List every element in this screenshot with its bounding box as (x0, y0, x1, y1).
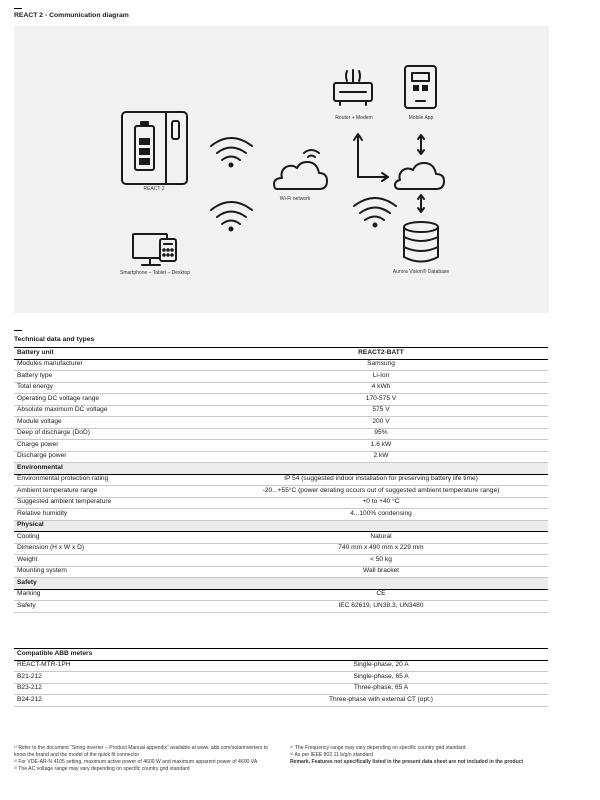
footnote: ⁴⁾ The Frequency range may vary depending on specific country grid standard (290, 745, 466, 751)
group-title: Environmental (14, 463, 548, 475)
router-to-cloud-arrow (354, 134, 388, 181)
database-icon (404, 222, 438, 262)
table-header-row (14, 649, 548, 661)
row-value: Samsung (214, 359, 548, 371)
table-header-row (14, 348, 548, 360)
row-value: 575 V (214, 405, 548, 417)
row-label: Module voltage (14, 417, 214, 429)
wifi-network-cloud-icon (274, 150, 327, 189)
row-label: Charge power (14, 440, 214, 452)
row-label: Total energy (14, 382, 214, 394)
desktop-computer-icon (133, 234, 176, 265)
wifi-icon-cloud (354, 198, 396, 227)
row-value: +0 to +40 °C (214, 497, 548, 509)
table-row (14, 382, 548, 394)
row-value: < 50 kg (214, 555, 548, 567)
row-value: CE (214, 589, 548, 601)
table-row (14, 405, 548, 417)
router-modem-icon (334, 70, 372, 105)
row-value: Three-phase, 65 A (214, 683, 548, 695)
footnote: ⁵⁾ As per IEEE 802.11 b/g/n standard (290, 752, 373, 758)
row-label: Deep of discharge (DoD) (14, 428, 214, 440)
meters-table (14, 648, 548, 707)
mobile-phone-icon (405, 66, 436, 108)
wifi-network-label: Wi-Fi network (279, 196, 311, 202)
table-row (14, 683, 548, 695)
table-row (14, 555, 548, 567)
remark: Remark. Features not specifically listed in the present data sheet are not included in the product (290, 759, 524, 765)
row-value: Single-phase, 65 A (214, 672, 548, 684)
router-label: Router + Modem (335, 115, 373, 121)
row-value: Li-Ion (214, 371, 548, 383)
group-title: Physical (14, 520, 548, 532)
table-row (14, 589, 548, 601)
table-row (14, 451, 548, 463)
row-label: Relative humidity (14, 509, 214, 521)
group-title: Safety (14, 578, 548, 590)
row-label: Cooling (14, 532, 214, 544)
footnote: ²⁾ For VDE-AR-N 4105 setting, maximum active power of 4600 W and maximum apparent power of 4600 VA (14, 759, 258, 765)
table-row (14, 359, 548, 371)
row-label: Discharge power (14, 451, 214, 463)
row-label: Ambient temperature range (14, 486, 214, 498)
table-row (14, 428, 548, 440)
row-label: Suggested ambient temperature (14, 497, 214, 509)
row-label: REACT-MTR-1PH (14, 660, 214, 672)
row-value: Single-phase, 20 A (214, 660, 548, 672)
table-row (14, 601, 548, 613)
table-row (14, 672, 548, 684)
row-label: Battery type (14, 371, 214, 383)
row-label: Mounting system (14, 566, 214, 578)
row-label: Environmental protection rating (14, 474, 214, 486)
table-row (14, 486, 548, 498)
communication-diagram (14, 26, 549, 313)
row-value: 200 V (214, 417, 548, 429)
header-label: Battery unit (14, 348, 214, 360)
row-value: Three-phase with external CT (opt.) (214, 695, 548, 707)
wifi-icon-devices (211, 202, 252, 231)
row-value: 170-575 V (214, 394, 548, 406)
row-value: 740 mm x 490 mm x 229 mm (214, 543, 548, 555)
react2-unit-icon (122, 112, 187, 184)
table-row (14, 497, 548, 509)
devices-label: Smartphone – Tablet – Desktop (120, 270, 190, 276)
row-value: 95% (214, 428, 548, 440)
footnote: ³⁾ The AC voltage range may vary depending on specific country grid standard (14, 766, 190, 772)
database-label: Aurora Vision® Database (392, 269, 450, 275)
table-row (14, 394, 548, 406)
row-label: B21-212 (14, 672, 214, 684)
row-value: 1.6 kW (214, 440, 548, 452)
row-label: Modules manufacturer (14, 359, 214, 371)
section-rule (14, 330, 22, 331)
row-label: Dimension (H x W x D) (14, 543, 214, 555)
mobile-to-cloud-arrow (418, 135, 424, 154)
group-header-environmental (14, 463, 548, 475)
wifi-icon-react (211, 138, 252, 167)
diagram-section-title: REACT 2 - Communication diagram (14, 12, 129, 19)
group-header-safety (14, 578, 548, 590)
group-header-physical (14, 520, 548, 532)
tech-section-title: Technical data and types (14, 336, 95, 343)
row-label: B23-212 (14, 683, 214, 695)
row-label: Safety (14, 601, 214, 613)
battery-spec-table (14, 347, 548, 613)
cloud-server-icon (395, 163, 444, 189)
row-label: B24-212 (14, 695, 214, 707)
table-row (14, 660, 548, 672)
table-row (14, 543, 548, 555)
table-row (14, 566, 548, 578)
table-row (14, 417, 548, 429)
table-row (14, 440, 548, 452)
row-label: Weight (14, 555, 214, 567)
row-value: 2 kW (214, 451, 548, 463)
table-row (14, 695, 548, 707)
table-row (14, 474, 548, 486)
row-value: IP 54 (suggested indoor installation for preserving battery life time) (214, 474, 548, 486)
header-value: REACT2-BATT (214, 348, 548, 360)
table-row (14, 371, 548, 383)
meters-header: Compatible ABB meters (14, 649, 548, 661)
row-value: 4 kWh (214, 382, 548, 394)
row-value: 4...100% condensing (214, 509, 548, 521)
mobile-app-label: Mobile App (408, 115, 434, 121)
row-label: Absolute maximum DC voltage (14, 405, 214, 417)
table-row (14, 532, 548, 544)
footnotes-right (290, 745, 548, 766)
row-value: -20...+55°C (power derating occurs out of suggested ambient temperature range) (214, 486, 548, 498)
row-label: Operating DC voltage range (14, 394, 214, 406)
react2-label: REACT 2 (143, 186, 165, 192)
row-value: Wall bracket (214, 566, 548, 578)
section-rule (14, 8, 22, 9)
cloud-to-database-arrow (418, 195, 424, 212)
row-value: Natural (214, 532, 548, 544)
row-label: Marking (14, 589, 214, 601)
row-value: IEC 62619, UN38.3, UN3480 (214, 601, 548, 613)
footnotes-left (14, 745, 276, 773)
table-row (14, 509, 548, 521)
footnote: ¹⁾ Refer to the document “String inverter – Product Manual appendix” available at www. abb.com/solarinverters to know the brand and the model of the quick fit connector (14, 745, 269, 758)
